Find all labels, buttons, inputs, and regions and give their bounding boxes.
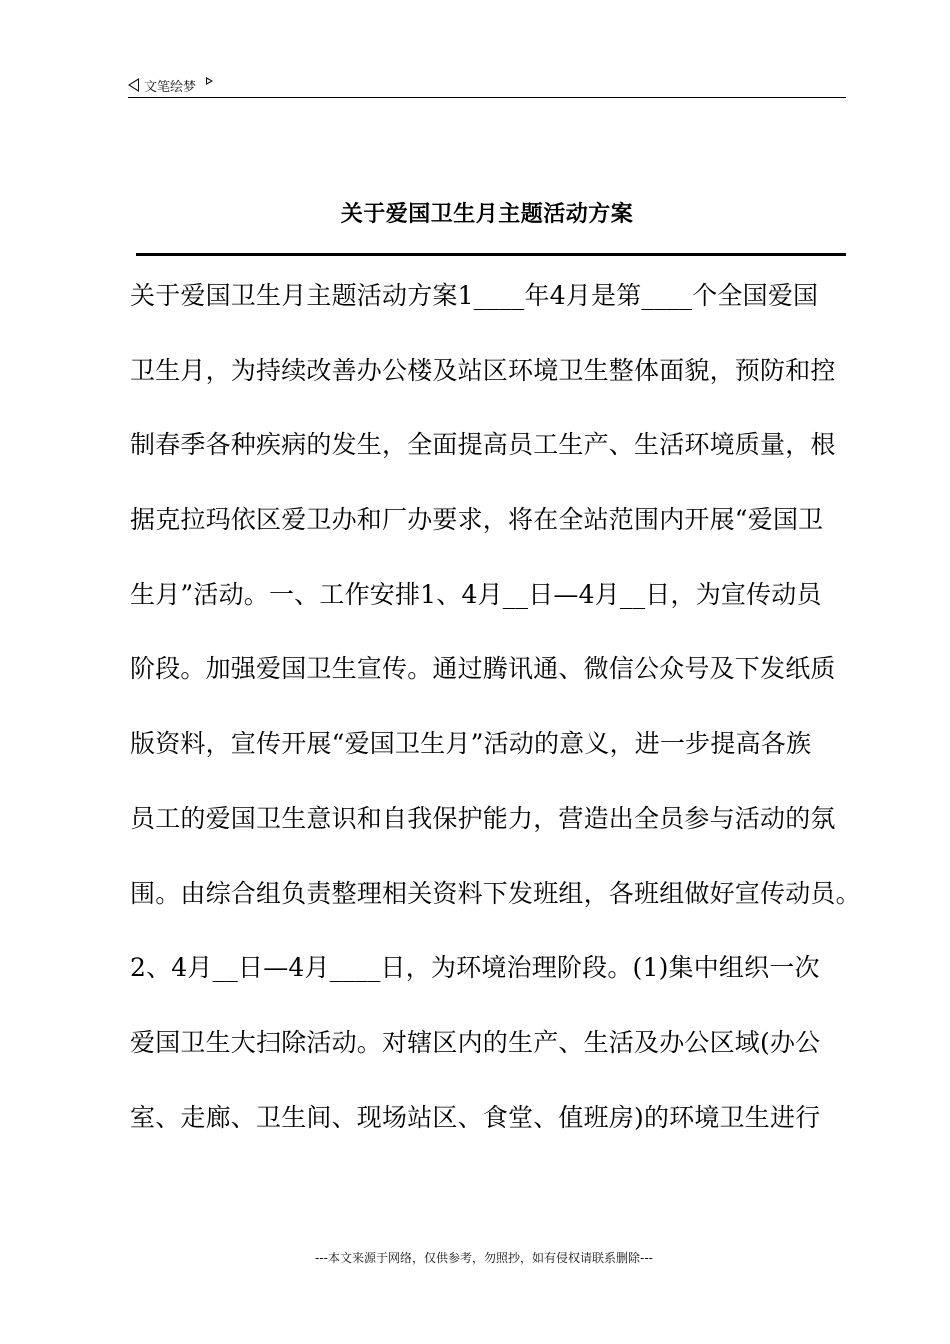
triangle-right-outline-icon [206, 77, 213, 85]
body-line: 围。由综合组负责整理相关资料下发班组，各班组做好宣传动员。 [130, 878, 861, 908]
body-line: 室、走廊、卫生间、现场站区、食堂、值班房)的环境卫生进行 [130, 1102, 821, 1132]
body-line: 阶段。加强爱国卫生宣传。通过腾讯通、微信公众号及下发纸质 [130, 654, 836, 684]
footer-notice: ---本文来源于网络，仅供参考，勿照抄，如有侵权请联系删除--- [315, 1251, 653, 1265]
body-line: 关于爱国卫生月主题活动方案1____年4月是第____个全国爱国 [130, 281, 819, 310]
document-body [130, 270, 870, 1166]
title-divider [136, 253, 846, 256]
header-brand: 文笔绘梦 [144, 79, 197, 95]
body-line: 版资料，宣传开展“爱国卫生月”活动的意义，进一步提高各族 [130, 729, 812, 759]
header-divider [128, 97, 846, 98]
body-line: 生月”活动。一、工作安排1、4月__日—4月__日，为宣传动员 [130, 579, 822, 609]
triangle-left-outline-icon [128, 78, 139, 92]
body-line: 2、4月__日—4月____日，为环境治理阶段。(1)集中组织一次 [130, 953, 820, 983]
body-line: 制春季各种疾病的发生，全面提高员工生产、生活环境质量，根 [130, 430, 836, 460]
document-title: 关于爱国卫生月主题活动方案 [340, 202, 634, 227]
body-line: 据克拉玛依区爱卫办和厂办要求，将在全站范围内开展“爱国卫 [130, 505, 824, 535]
body-line: 爱国卫生大扫除活动。对辖区内的生产、生活及办公区域(办公 [130, 1027, 821, 1057]
body-line: 卫生月，为持续改善办公楼及站区环境卫生整体面貌，预防和控 [130, 355, 836, 385]
body-line: 员工的爱国卫生意识和自我保护能力，营造出全员参与活动的氛 [130, 803, 836, 833]
page-header [128, 74, 213, 96]
